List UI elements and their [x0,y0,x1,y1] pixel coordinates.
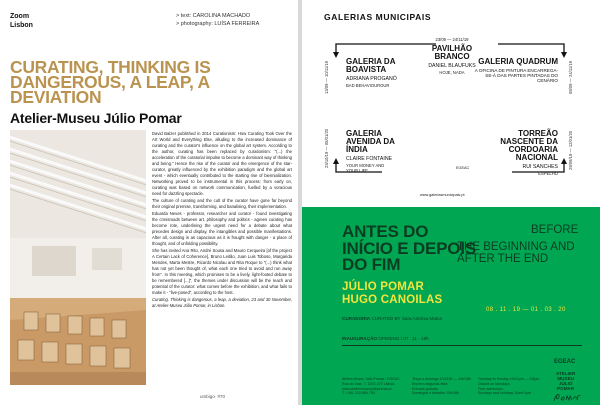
body-paragraph: The culture of curating and the cult of the curator have gone far beyond their original premise, transforming, and banalising, their implementation. [152,198,292,209]
ad-info-contacts [342,377,400,396]
ad-divider [342,345,582,346]
ad-info-line: Terça a domingo 10h/13h — 14h/18h [412,377,472,381]
boavista-name: GALERIA DA BOAVISTA [346,57,396,74]
avenida-name: GALERIA AVENIDA DA ÍNDIA [346,129,395,154]
ad-info-line: www.ateliermuseujuliopomar.pt [342,386,392,391]
body-paragraph: Curating. Thinking is dangerous, a leap, a deviation, 23 and 30 November, at Atelier-Museu Júlio Pomar, in Lisbon. [152,297,292,308]
avenida-dates: 23/10/19 — 05/01/20 [324,128,329,168]
quadrum-dates: 08/09 — 24/11/19 [568,61,573,94]
ad-opening [342,336,429,341]
ad-curator [342,316,442,321]
ad-info-line: T. +351 215 880 793 [342,391,375,396]
egeac-logo: EGEAC [554,359,576,365]
section-zoom: Zoom [10,13,30,20]
ad-artist: JÚLIO POMAR [342,281,425,293]
quadrum-work: A OFICINA DE PINTURA ENCARREGA-SE-Á DAS PARTES PINTADAS DO CENÁRIO [474,68,558,83]
ad-title-pt-line: ANTES DO [342,222,429,241]
torreao-work: ESPELHO [538,171,558,176]
ad-title-en-line: BEFORE [531,224,579,236]
credit-photo: > photography: LUÍSA FERREIRA [176,21,260,27]
museum-logo-line: POMAR [557,386,575,391]
ad-opening-text: OPENING / 07 . 11 - 18h [378,336,429,341]
ad-info-hours-en [478,377,539,396]
galerias-title: GALERIAS MUNICIPAIS [324,12,432,22]
exhibition-advert [302,207,600,405]
gallery-photo [10,130,146,385]
ad-info-line: Domingos e feriados 10h/18h [412,391,459,396]
left-page [0,0,298,405]
boavista-dates: 13/09 — 10/11/19 [324,61,329,94]
credit-text: > text: CAROLINA MACHADO [176,13,251,19]
section-city: Lisbon [10,22,33,29]
sponsor-logos: EGEAC [456,166,470,170]
ad-info-line: Closed on Mondays [478,381,510,386]
gallery-quadrum [470,58,558,83]
ad-info-line: Tuesday to Sunday 10h/1pm — 2/6pm [478,377,540,381]
ad-info-line: Atelier-Museu Júlio Pomar / EGEAC [342,377,400,381]
quadrum-name: GALERIA QUADRUM [478,57,558,66]
article-body [152,131,292,310]
body-paragraph: David Balzer published in 2014 Curationism: How Curating Took Over the Art World and Everything Else, alluding to the increased dominance of curating and the curator's influence on the global art system. According to the author, curating has been replaced by curationism: "(...) the acceleration of the curatorial impulse to become a dominant way of thinking and being." Hence the rise of the curator and the emergence of the star-curator, greatly influenced by the exhibition paradigm and the global art event - which eventually contributed to the starting rise of biennialization. Networking proved to be instrumental in this process: from early on, curating was based on network communication, fuelled by a voracious need for dazzling spectacle. [152,131,292,196]
article-headline: CURATING, THINKING IS DANGEROUS, A LEAP, A DEVIATION [10,57,211,107]
boavista-work: BAD BEHAVIOUROUR [346,83,390,88]
avenida-artist: CLAIRE FONTAINE [346,156,393,162]
museum-logo-line: ATELIER [556,371,576,376]
ad-opening-label: INAUGURAÇÃO [342,336,377,341]
body-paragraph: She has invited Ana Rito, André Sousa and Mauro Cerqueira [of the project A Certain Lack of Coherence], Bruno Leitão, Juan Luis Toboso, Margarida Mendes, Marta Mestre, Ricardo Nicolau and Rita Roque to "(...) think what has not yet been thought of, what each one tried to avoid and run away from". In this meeting, which promises to be a lively, light-footed debate to be remembered [...]", the themes under discussion will be the reach and potential of the curator: what comes before the exhibition, and what fails to make it - "live-posed", according to the host. [152,248,292,295]
article-credits [176,12,259,28]
ad-title-en-line: THE BEGINNING AND [457,240,575,253]
pavilhao-artist: DANIEL BLAUFUKS [428,63,476,69]
museum-logo-line: MUSEU [557,376,574,381]
ad-title-pt-line: DO FIM [342,255,401,274]
ad-info-line: Entrada gratuita [412,386,438,391]
boavista-artist: ADRIANA PROGANÓ [346,76,397,82]
gallery-avenida-india [346,130,418,173]
article-subhead: Atelier-Museu Júlio Pomar [10,110,182,126]
ad-curator-label: CURADORIA [342,316,371,321]
ad-info-hours-pt [412,377,471,396]
ad-info-line: Sundays and holidays 10am/1pm [478,391,532,396]
section-label [10,12,33,30]
museum-logo-line: JÚLIO [558,381,573,386]
ad-title-pt [342,224,476,274]
ad-title-en-line: AFTER THE END [457,253,549,265]
galerias-url[interactable]: www.galeriasmunicipais.pt [420,193,465,197]
ad-artist: HUGO CANOILAS [342,293,443,306]
ad-title-en [457,224,578,266]
torreao-artist: RUI SANCHES [522,164,558,170]
ad-title-pt-line: INÍCIO E DEPOIS [342,238,476,258]
gallery-interior-image [10,130,146,385]
right-page [302,0,600,405]
museum-logo [556,371,575,391]
ad-dates: 08 . 11 . 19 — 01 . 03 . 20 [486,307,566,313]
torreao-name: TORREÃO NASCENTE DA CORDOARIA NACIONAL [500,129,558,162]
page-folio: umbigo· #70 [200,394,226,399]
body-paragraph: Eduarda Neves - professor, researcher and curator - found investigating the crossroads between art, philosophy and politics - agrees curating has become rote, underlining the urgent need for a debate about what precedes design and display, the intangibles and possible manifestations. After all, curating is as capacious as it is fraught with danger - a place of thought, and of unfolding possibility. [152,211,292,246]
pavilhao-name: PAVILHÃO BRANCO [431,44,473,61]
torreao-dates: 29/09/19 — 12/01/20 [568,130,573,170]
ad-info-line: Free admission [478,386,503,391]
avenida-work: YOUR MONEY AND YOUR LIFE [346,163,385,173]
ad-artists [342,281,442,306]
ad-info-line: Rua do Vale, 7, 1200-472 Lisboa [342,381,395,386]
gallery-torreao [474,130,558,176]
ad-curator-text: CURATED BY Sara Antónia Matos [371,316,442,321]
pavilhao-work: HOJE, NADA [439,70,465,75]
pomar-signature [552,391,582,403]
gallery-boavista [346,58,416,88]
ad-info-line: Encerra segunda-feira [412,381,448,386]
pavilhao-dates: 23/09 — 24/11/19 [435,37,469,42]
